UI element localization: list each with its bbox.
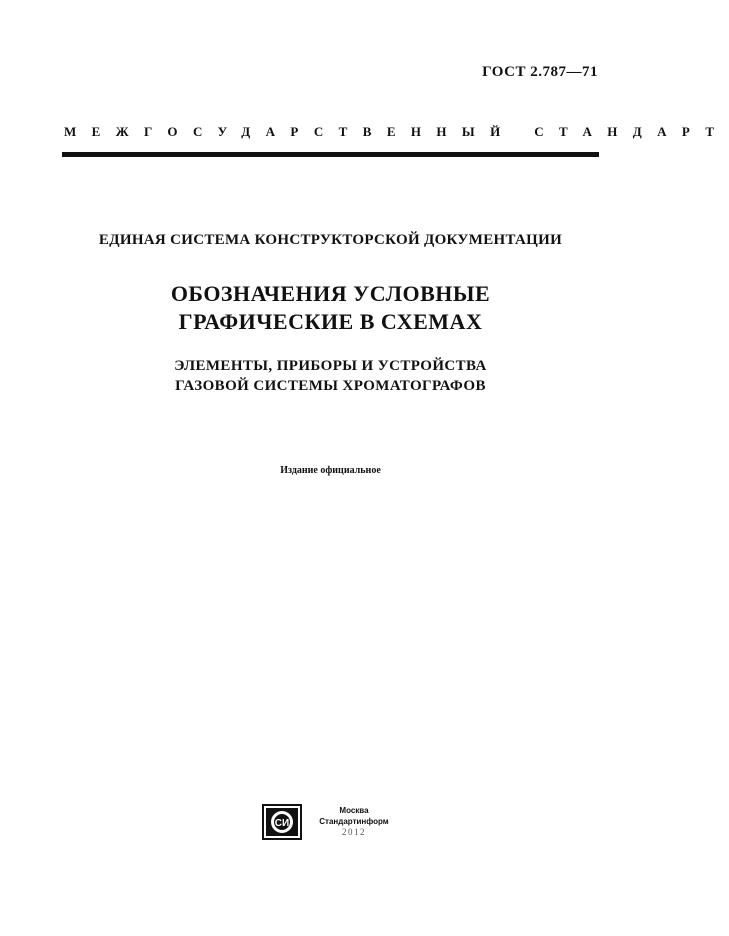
publisher-city: Москва xyxy=(339,806,369,815)
subtitle-line-2: ГАЗОВОЙ СИСТЕМЫ ХРОМАТОГРАФОВ xyxy=(175,378,486,394)
main-title xyxy=(0,280,661,336)
publisher-name: Стандартинформ xyxy=(319,817,389,826)
main-title-line-1: ОБОЗНАЧЕНИЯ УСЛОВНЫЕ xyxy=(170,281,491,306)
edition-note: Издание официальное xyxy=(280,465,381,476)
series-title: ЕДИНАЯ СИСТЕМА КОНСТРУКТОРСКОЙ ДОКУМЕНТАЦИИ xyxy=(98,232,563,248)
gost-number: ГОСТ 2.787—71 xyxy=(482,64,598,80)
subtitle-line-1: ЭЛЕМЕНТЫ, ПРИБОРЫ И УСТРОЙСТВА xyxy=(174,358,487,374)
publisher-block xyxy=(306,805,402,838)
main-title-line-2: ГРАФИЧЕСКИЕ В СХЕМАХ xyxy=(178,309,483,334)
standartinform-logo-icon xyxy=(262,804,302,840)
publication-year: 2012 xyxy=(342,827,366,837)
subtitle xyxy=(0,356,661,396)
standard-header: МЕЖГОСУДАРСТВЕННЫЙ СТАНДАРТ xyxy=(64,124,729,139)
logo-text: СИ xyxy=(274,818,290,829)
header-rule xyxy=(62,152,599,157)
